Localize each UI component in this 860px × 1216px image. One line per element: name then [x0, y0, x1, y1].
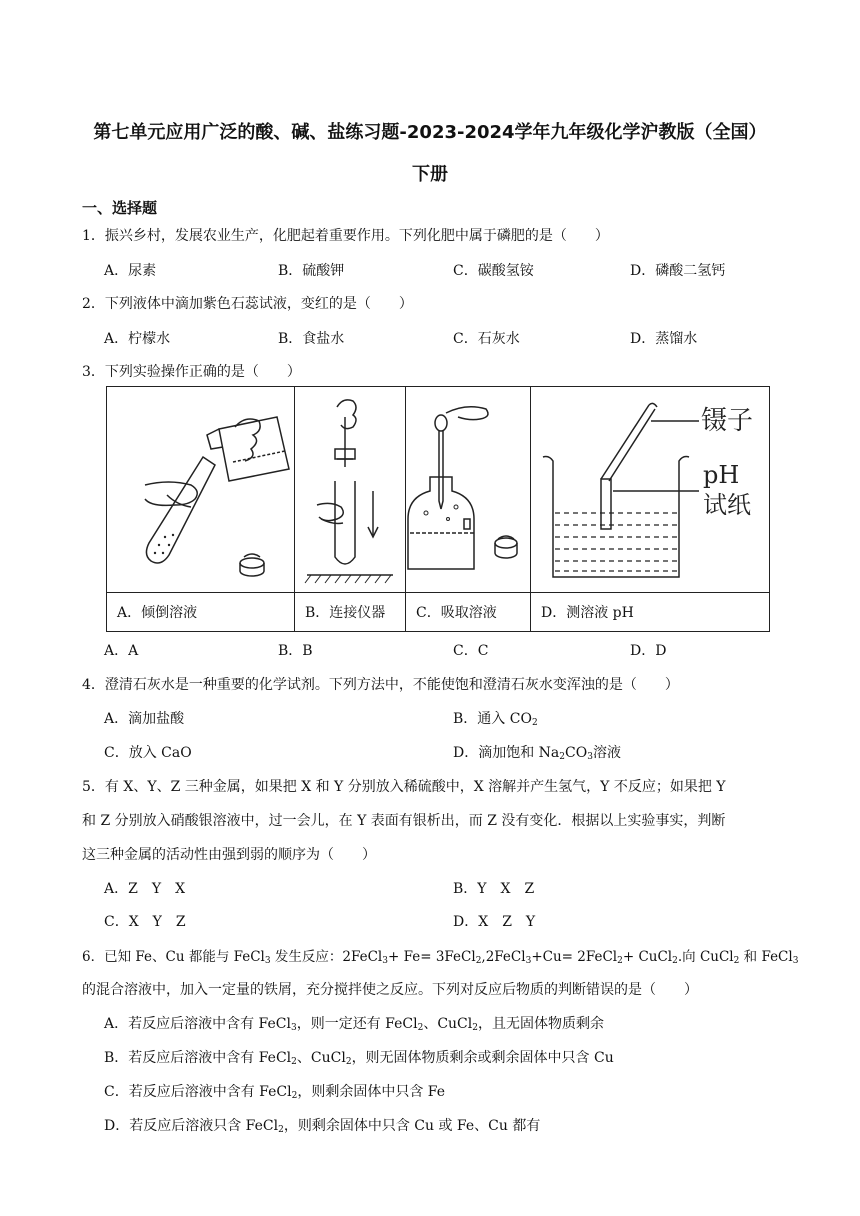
page-title-continued: 下册 [412, 164, 448, 185]
pour-solution-illustration [107, 387, 294, 592]
question-6-option-a[interactable]: A．若反应后溶液中含有 FeCl$_3$，则一定还有 FeCl$_2$、CuCl$_2$，且无固体物质剩余 [104, 1016, 604, 1033]
question-4-option-d[interactable]: D．滴加饱和 $Na_2CO_3$溶液 [453, 745, 621, 762]
tweezers-label: 镊子 [701, 406, 754, 436]
question-5-stem-line-2: 和 Z 分别放入硝酸银溶液中，过一会儿，在 Y 表面有银析出，而 Z 没有变化．根据以上实验事实，判断 [82, 813, 726, 829]
question-2-option-d[interactable]: D．蒸馏水 [630, 331, 698, 347]
question-5-option-c[interactable]: C．X Y Z [104, 914, 186, 930]
question-5-option-a[interactable]: A．Z Y X [104, 881, 186, 897]
question-1-option-b[interactable]: B．硫酸钾 [278, 263, 345, 279]
question-6-option-b[interactable]: B．若反应后溶液中含有 FeCl$_2$、CuCl$_2$，则无固体物质剩余或剩余固体中只含 Cu [104, 1050, 614, 1067]
question-2-option-c[interactable]: C．石灰水 [453, 331, 520, 347]
figure-measure-ph [531, 387, 770, 593]
question-6-option-d[interactable]: D．若反应后溶液只含 FeCl$_2$，则剩余固体中只含 Cu 或 Fe、Cu 都有 [104, 1118, 541, 1135]
section-heading: 一、选择题 [82, 199, 158, 217]
question-2-option-a[interactable]: A．柠檬水 [104, 331, 171, 347]
caption-a: A．倾倒溶液 [107, 593, 295, 632]
measure-ph-illustration [531, 387, 769, 592]
question-5-option-d[interactable]: D．X Z Y [453, 914, 536, 930]
question-6-stem-line-2: 的混合溶液中，加入一定量的铁屑，充分搅拌使之反应。下列对反应后物质的判断错误的是（ ） [82, 982, 698, 998]
question-4-option-a[interactable]: A．滴加盐酸 [104, 711, 185, 727]
figure-pour-solution [107, 387, 295, 593]
question-3-option-c[interactable]: C．C [453, 643, 489, 659]
question-1-option-a[interactable]: A．尿素 [104, 263, 157, 279]
draw-solution-illustration [406, 387, 530, 592]
question-3-stem: 3．下列实验操作正确的是（ ） [82, 364, 301, 380]
question-3-option-d[interactable]: D．D [630, 643, 667, 659]
question-1-stem: 1．振兴乡村，发展农业生产，化肥起着重要作用。下列化肥中属于磷肥的是（ ） [82, 228, 609, 244]
caption-d: D．测溶液 pH [531, 593, 770, 632]
figure-draw-solution [406, 387, 531, 593]
question-5-stem-line-3: 这三种金属的活动性由强到弱的顺序为（ ） [82, 847, 376, 863]
question-6-option-c[interactable]: C．若反应后溶液中含有 FeCl$_2$，则剩余固体中只含 Fe [104, 1084, 446, 1101]
caption-c: C．吸取溶液 [406, 593, 531, 632]
question-2-stem: 2．下列液体中滴加紫色石蕊试液，变红的是（ ） [82, 296, 413, 312]
question-3-option-b[interactable]: B．B [278, 643, 313, 659]
caption-b: B．连接仪器 [295, 593, 406, 632]
question-5-option-b[interactable]: B．Y X Z [453, 881, 535, 897]
question-2-option-b[interactable]: B．食盐水 [278, 331, 345, 347]
test-paper-label: 试纸 [703, 491, 751, 519]
experiment-table [106, 386, 770, 632]
question-1-option-d[interactable]: D．磷酸二氢钙 [630, 263, 726, 279]
question-5-stem-line-1: 5．有 X、Y、Z 三种金属，如果把 X 和 Y 分别放入稀硫酸中，X 溶解并产生氢气，Y 不反应；如果把 Y [82, 779, 726, 795]
ph-label: pH [703, 461, 740, 489]
question-4-option-b[interactable]: B．通入 $CO_2$ [453, 711, 538, 728]
page-title: 第七单元应用广泛的酸、碱、盐练习题-2023-2024学年九年级化学沪教版（全国） [93, 122, 767, 143]
connect-apparatus-illustration [295, 387, 405, 592]
question-1-option-c[interactable]: C．碳酸氢铵 [453, 263, 534, 279]
question-4-stem: 4．澄清石灰水是一种重要的化学试剂。下列方法中，不能使饱和澄清石灰水变浑浊的是（ ） [82, 677, 679, 693]
question-4-option-c[interactable]: C．放入 CaO [104, 745, 192, 761]
question-3-option-a[interactable]: A．A [104, 643, 139, 659]
question-6-stem-line-1: 6．已知 Fe、Cu 都能与 FeCl$_3$ 发生反应：2FeCl$_3$+ Fe= 3FeCl$_2$,2FeCl$_3$+Cu= 2FeCl$_2$+ CuCl$_2$.向 CuCl$_2$ 和 FeCl$_3$ [82, 949, 799, 966]
figure-connect-apparatus [295, 387, 406, 593]
